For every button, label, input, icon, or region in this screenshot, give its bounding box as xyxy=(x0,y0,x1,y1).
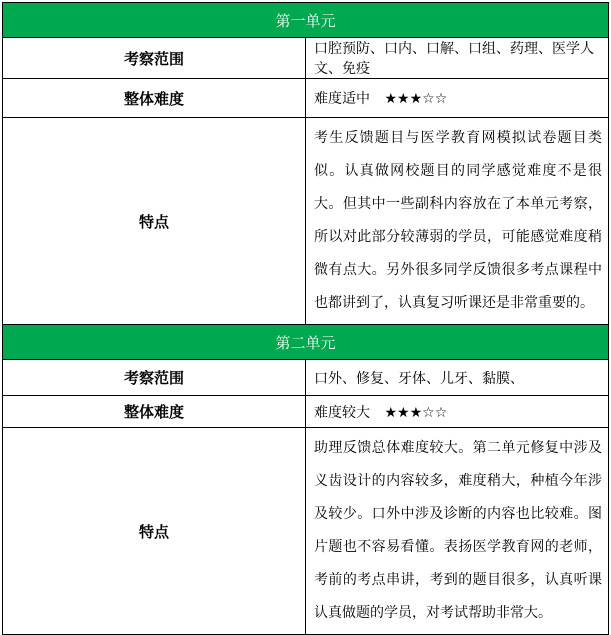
star-empty-icon: ☆ xyxy=(422,404,435,421)
star-filled-icon: ★ xyxy=(384,91,398,107)
exam-summary-table xyxy=(2,2,609,635)
unit2-scope-label: 考察范围 xyxy=(3,360,306,396)
unit1-difficulty-cell xyxy=(306,79,609,118)
unit1-star-rating xyxy=(384,91,447,107)
unit1-difficulty-text: 难度适中 xyxy=(314,91,370,107)
unit1-feature-text: 考生反馈题目与医学教育网模拟试卷题目类似。认真做网校题目的同学感觉难度不是很大。但其中一些副科内容放在了本单元考察，所以对此部分较薄弱的学员，可能感觉难度稍微有点大。另外很多同学反馈很多考点课程中也都讲到了，认真复习听课还是非常重要的。 xyxy=(306,118,609,325)
star-filled-icon: ★ xyxy=(397,404,410,421)
unit1-scope-value: 口腔预防、口内、口解、口组、药理、医学人文、免疫 xyxy=(306,38,609,79)
unit1-difficulty-label: 整体难度 xyxy=(3,79,306,118)
unit1-scope-label: 考察范围 xyxy=(3,38,306,79)
star-filled-icon: ★ xyxy=(409,91,423,107)
unit2-difficulty-text: 难度较大 xyxy=(314,404,370,421)
unit2-difficulty-label: 整体难度 xyxy=(3,396,306,428)
unit2-feature-label: 特点 xyxy=(3,428,306,635)
unit1-header: 第一单元 xyxy=(3,3,609,38)
star-filled-icon: ★ xyxy=(397,91,410,107)
star-empty-icon: ☆ xyxy=(422,91,435,107)
unit2-header: 第二单元 xyxy=(3,325,609,360)
star-empty-icon: ☆ xyxy=(434,404,448,421)
unit2-scope-value: 口外、修复、牙体、儿牙、黏膜、 xyxy=(306,360,609,396)
star-empty-icon: ☆ xyxy=(434,91,448,107)
star-filled-icon: ★ xyxy=(384,404,398,421)
unit1-feature-label: 特点 xyxy=(3,118,306,325)
unit2-feature-text: 助理反馈总体难度较大。第二单元修复中涉及义齿设计的内容较多，难度稍大，种植今年涉及较少。口外中涉及诊断的内容也比较难。图片题也不容易看懂。表扬医学教育网的老师，考前的考点串讲，考到的题目很多，认真听课认真做题的学员，对考试帮助非常大。 xyxy=(306,428,609,635)
unit2-star-rating xyxy=(384,405,447,421)
unit2-difficulty-cell xyxy=(306,396,609,428)
star-filled-icon: ★ xyxy=(409,404,423,421)
